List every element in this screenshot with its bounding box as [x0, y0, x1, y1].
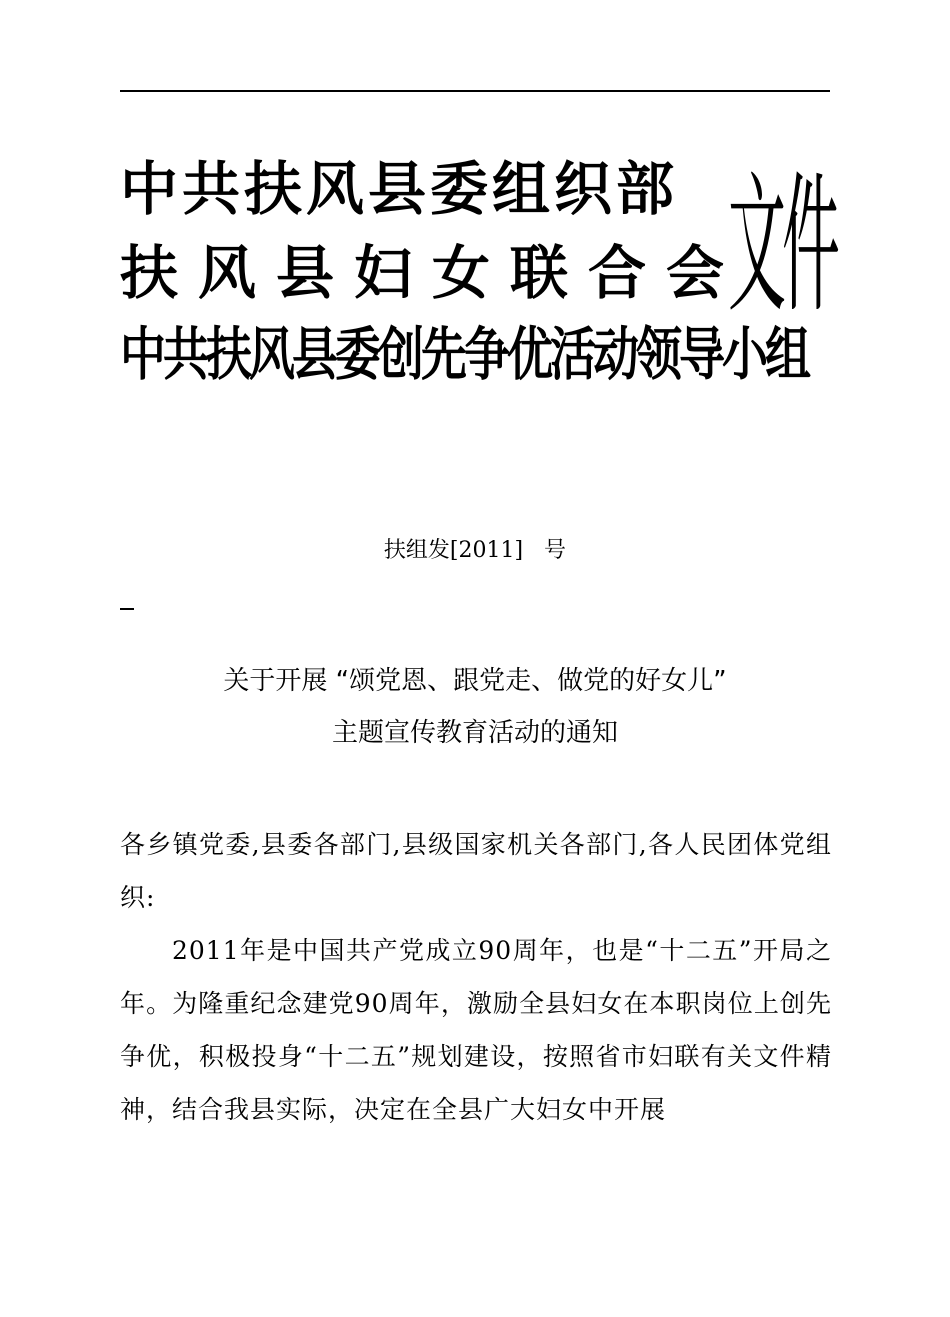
issuer-line-leadership-group: 中共扶风县委创先争优活动领导小组	[120, 320, 808, 388]
salutation: 各乡镇党委,县委各部门,县级国家机关各部门,各人民团体党组织:	[120, 830, 832, 912]
document-number: 扶组发[2011] 号	[383, 538, 567, 563]
document-title-line-2: 主题宣传教育活动的通知	[331, 718, 618, 748]
issuer-line-womens-federation: 扶风县妇女联合会	[120, 239, 745, 307]
header-rule	[120, 90, 830, 92]
body-paragraph: 2011年是中国共产党成立90周年，也是“十二五”开局之年。为隆重纪念建党90周年，激励全县妇女在本职岗位上创先争优，积极投身“十二五”规划建设，按照省市妇联有关文件精神，结合我县实际，决定在全县广大妇女中开展	[120, 936, 832, 1124]
document-label: 文件	[728, 157, 837, 334]
document-title-line-1: 关于开展 “颂党恩、跟党走、做党的好女儿”	[223, 666, 727, 696]
separator-dash	[120, 608, 134, 610]
issuer-line-organization-department: 中共扶风县委组织部	[120, 155, 679, 223]
document-body	[120, 818, 832, 1136]
